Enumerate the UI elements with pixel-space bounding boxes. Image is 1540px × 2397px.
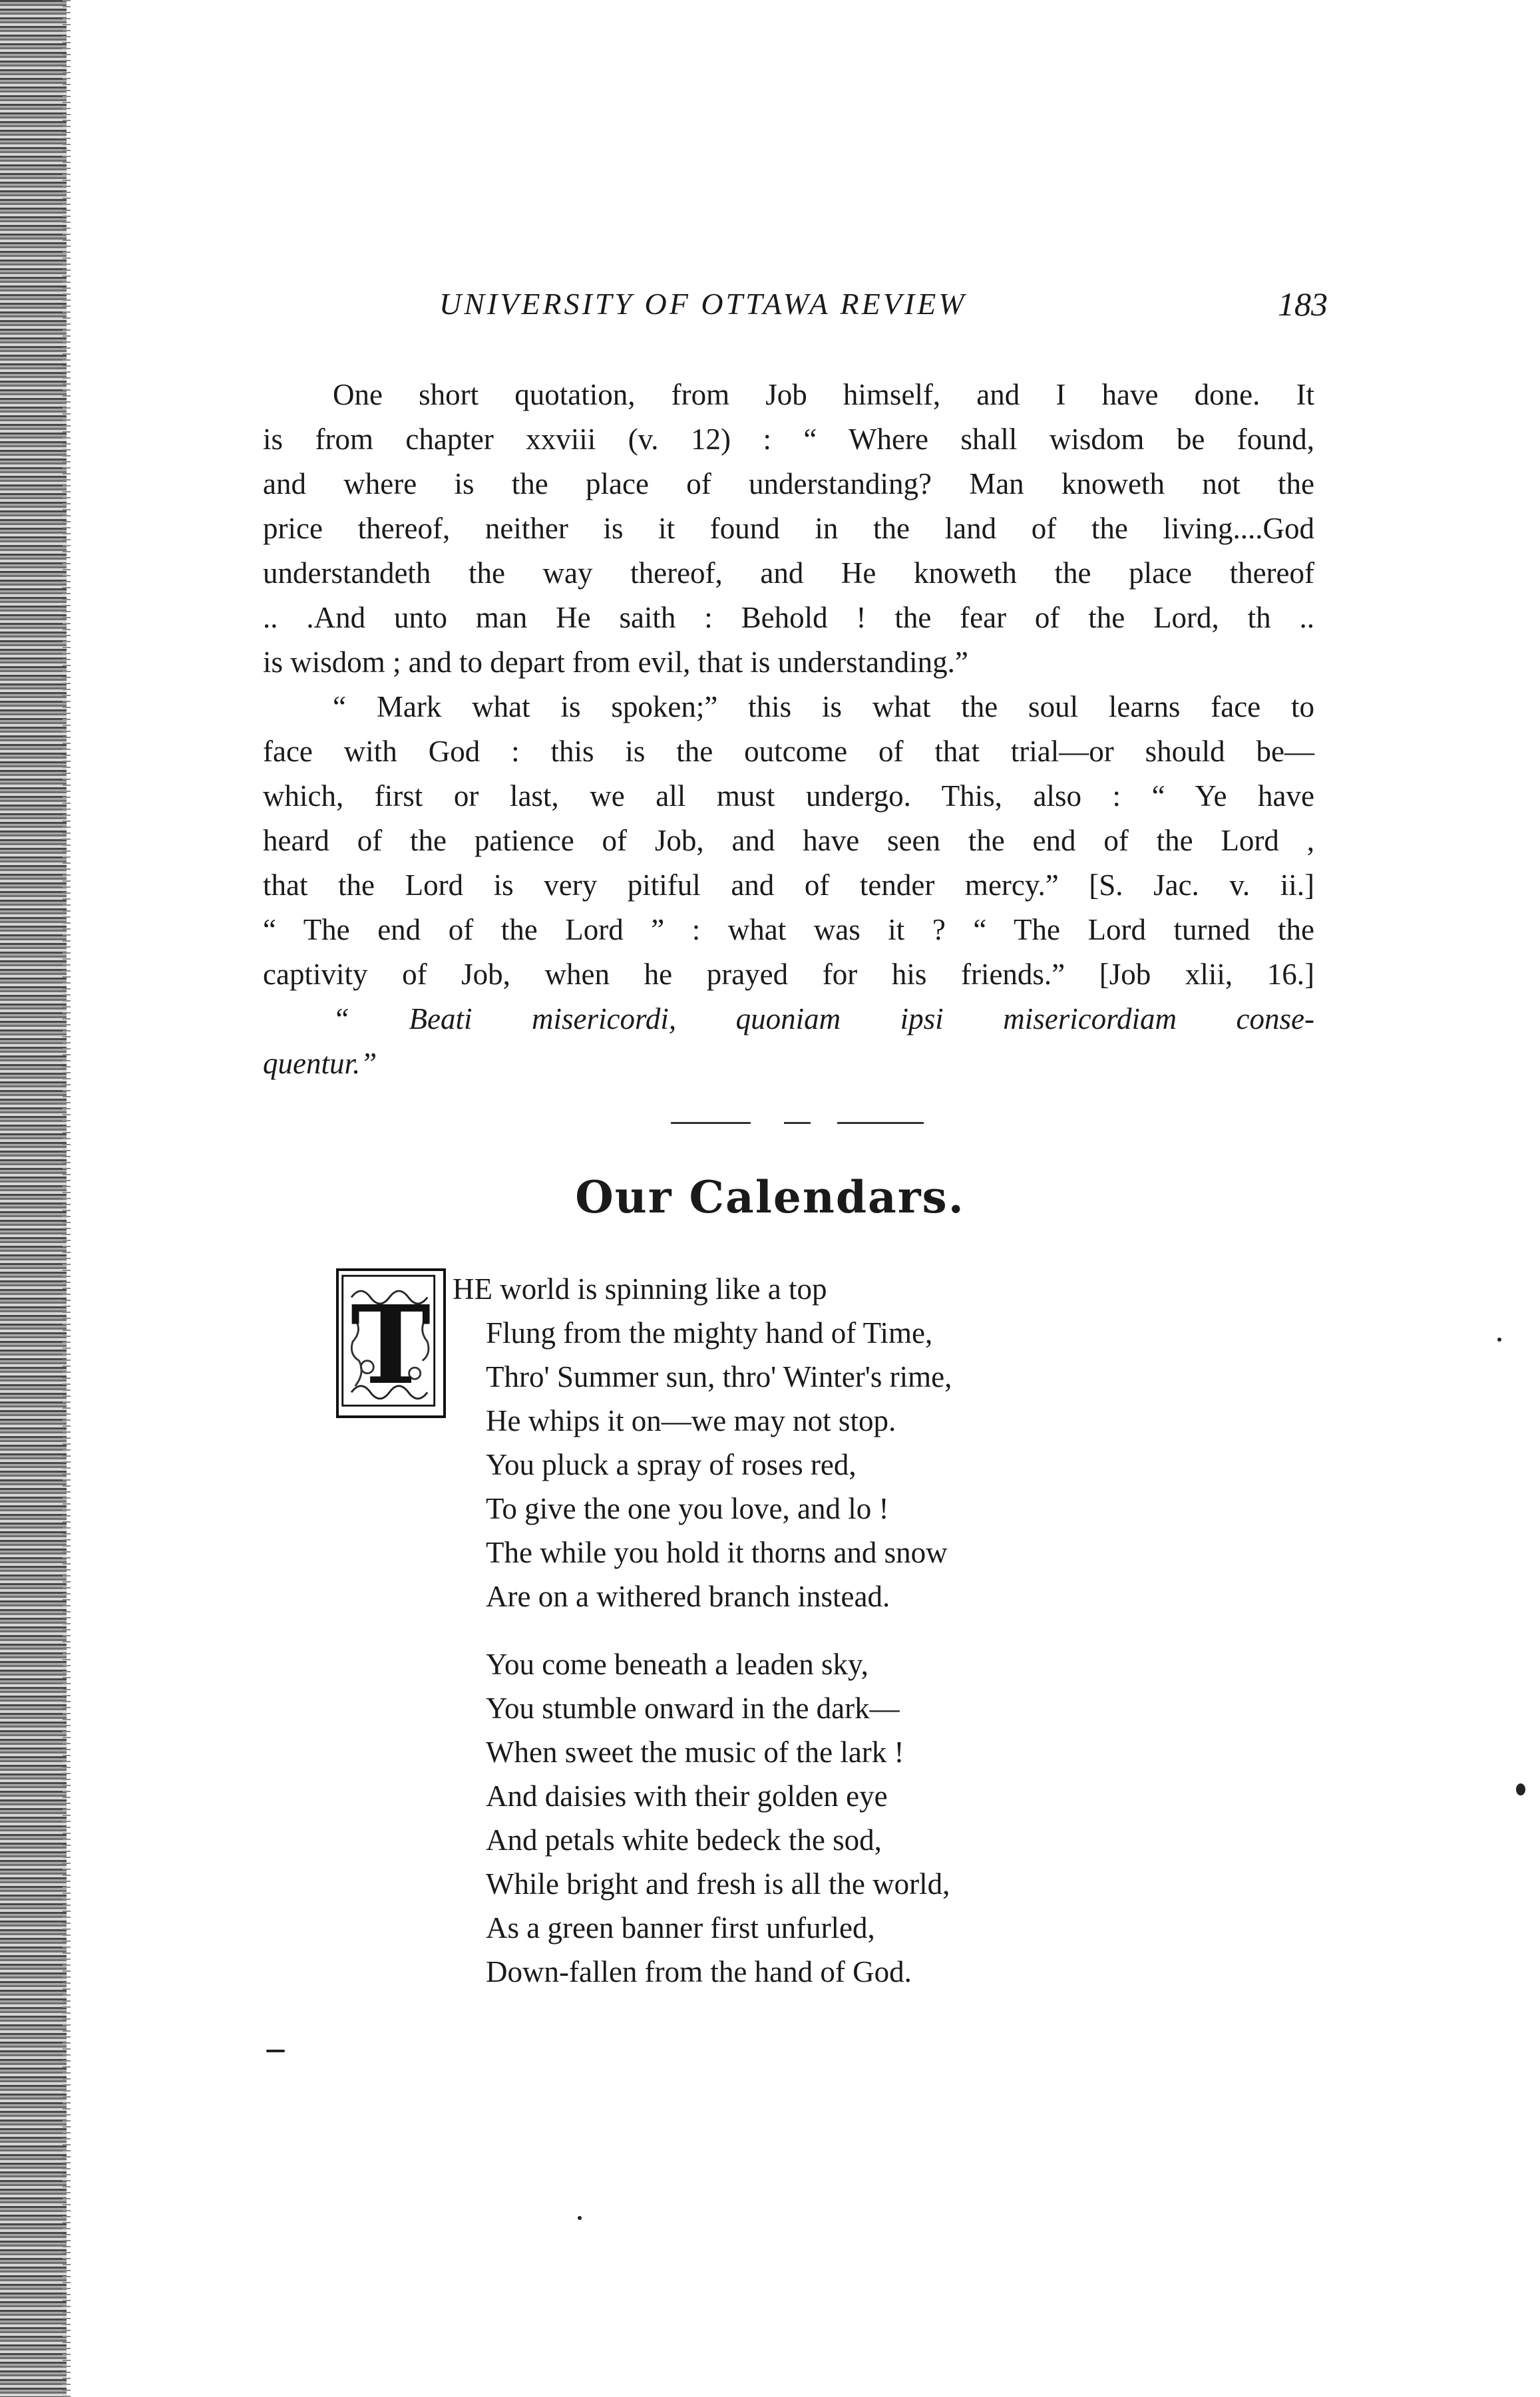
page-number: 183 [1278,285,1328,323]
scan-speck [578,2216,582,2220]
text-line: “ The end of the Lord ” : what was it ? “ The Lord turned the [263,913,1314,946]
poem-line: Flung from the mighty hand of Time, [486,1316,933,1350]
dropcap-ornament-icon [339,1271,443,1415]
text-line: “ Beati misericordi, quoniam ipsi misericordiam conse- [333,1002,1314,1035]
poem-line: Are on a withered branch instead. [486,1580,890,1613]
scan-speck [1497,1338,1501,1342]
poem-line: While bright and fresh is all the world, [486,1867,950,1901]
text-line: face with God : this is the outcome of that trial—or should be— [263,735,1314,768]
text-line: that the Lord is very pitiful and of tender mercy.” [S. Jac. v. ii.] [263,868,1314,902]
scan-speck [1516,1783,1525,1795]
poem-line: Down-fallen from the hand of God. [486,1955,912,1988]
text-line: is wisdom ; and to depart from evil, that is understanding.” [263,645,968,679]
running-header-title: UNIVERSITY OF OTTAWA REVIEW [439,287,967,321]
poem-line: And petals white bedeck the sod, [486,1823,882,1857]
text-line: .. .And unto man He saith : Behold ! the fear of the Lord, th .. [263,601,1314,634]
text-line: is from chapter xxviii (v. 12) : “ Where shall wisdom be found, [263,423,1314,456]
ornamental-dropcap [336,1268,446,1418]
text-line: One short quotation, from Job himself, and I have done. It [333,378,1314,411]
text-line: understandeth the way thereof, and He knoweth the place thereof [263,556,1314,590]
text-line: price thereof, neither is it found in the land of the living....God [263,512,1314,545]
text-line: “ Mark what is spoken;” this is what the soul learns face to [333,690,1314,723]
poem-line: You pluck a spray of roses red, [486,1448,857,1481]
latin-quotation [263,997,1314,1086]
scan-speck [266,2050,285,2052]
poem-stanza-1 [486,1311,952,1618]
poem-line: You come beneath a leaden sky, [486,1648,868,1681]
poem-stanza-2 [486,1642,950,1994]
poem-title: Our Calendars. [575,1171,965,1223]
poem-line: To give the one you love, and lo ! [486,1492,889,1525]
text-line: which, first or last, we all must undergo. This, also : “ Ye have [263,779,1314,813]
text-line: captivity of Job, when he prayed for his friends.” [Job xlii, 16.] [263,958,1314,991]
poem-line: When sweet the music of the lark ! [486,1736,904,1769]
svg-text:T: T [350,1282,431,1409]
poem-line: As a green banner first unfurled, [486,1911,875,1944]
poem-line: And daisies with their golden eye [486,1779,888,1813]
section-divider [671,1122,924,1124]
poem-line: The while you hold it thorns and snow [486,1536,948,1569]
text-line: heard of the patience of Job, and have seen the end of the Lord , [263,824,1314,857]
text-line: quentur.” [263,1047,377,1080]
text-line: and where is the place of understanding? Man knoweth not the [263,467,1314,500]
mark-what-is-spoken-paragraph [263,685,1314,997]
closing-paragraph [263,373,1314,685]
poem-line: He whips it on—we may not stop. [486,1404,896,1437]
poem-line: Thro' Summer sun, thro' Winter's rime, [486,1360,952,1393]
poem-first-line: HE world is spinning like a top [453,1272,827,1306]
poem-line: You stumble onward in the dark— [486,1692,900,1725]
